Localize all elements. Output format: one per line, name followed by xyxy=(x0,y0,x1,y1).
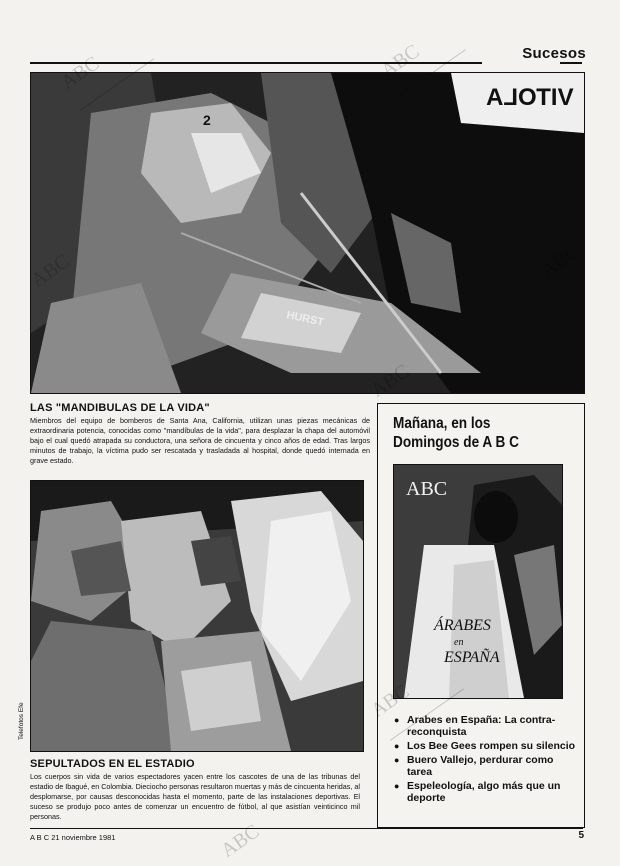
bottom-photo xyxy=(30,480,364,752)
page-number: 5 xyxy=(578,830,584,841)
car-number-text: 2 xyxy=(203,112,211,128)
promo-item: ● Buero Vallejo, perdurar como tarea xyxy=(394,754,580,778)
promo-item: ● Arabes en España: La contra-reconquista xyxy=(394,714,580,738)
footer-rule xyxy=(30,828,583,829)
car-brand-text: HURST xyxy=(285,309,325,329)
cover-title-line3: ESPAÑA xyxy=(444,649,500,666)
magazine-cover-image xyxy=(394,465,562,698)
top-story-body: Miembros del equipo de bomberos de Santa Ana, California, utilizan unas piezas mecánicas de extraordinaria potencia, conocidas como "mandíbulas de la vida", para desplazar la chapa del automóvil bajo el cual quedó atrapada su conductora, una señora de cincuenta y cinco años de edad. Tras largos minutos de trabajo, la víctima pudo ser rescatada y trasladada al hospital, donde quedó internada en grave estado. xyxy=(30,416,370,465)
top-photo xyxy=(30,72,585,394)
section-label: Sucesos xyxy=(522,45,586,62)
promo-item: ● Espeleología, algo más que un deporte xyxy=(394,780,580,804)
magazine-cover xyxy=(393,464,563,699)
top-photo-image xyxy=(31,73,584,393)
bottom-story-headline: SEPULTADOS EN EL ESTADIO xyxy=(30,758,195,770)
banner-text: VITOLA xyxy=(486,84,574,111)
cover-masthead: ABC xyxy=(406,478,448,500)
bottom-story-body: Los cuerpos sin vida de varios espectadores yacen entre los cascotes de una de las tribunas del estadio de Ibagué, en Colombia. Dieciocho personas resultaron muertas y más de cincuenta heridas, al desplomarse, por causas desconocidas hasta el momento, parte de las instalaciones deportivas. El suceso se produjo poco antes de comenzar un encuentro de fútbol, al que asistían veinticinco mil personas. xyxy=(30,772,360,821)
bottom-photo-image xyxy=(31,481,363,751)
header-rule xyxy=(30,62,482,64)
promo-list xyxy=(394,714,580,806)
promo-item: ● Los Bee Gees rompen su silencio xyxy=(394,740,580,752)
photo-credit: Telefotos Efe xyxy=(18,702,25,740)
cover-title-line1: ÁRABES xyxy=(434,617,491,634)
cover-title-line2: en xyxy=(454,637,464,648)
watermark-logo: ABC xyxy=(217,820,264,862)
promo-box xyxy=(377,403,585,828)
header-rule-right xyxy=(560,62,582,64)
top-story-headline: LAS "MANDIBULAS DE LA VIDA" xyxy=(30,402,210,414)
promo-title: Mañana, en los Domingos de A B C xyxy=(393,415,519,451)
footer-date: A B C 21 noviembre 1981 xyxy=(30,833,116,842)
watermark-logo: ABC xyxy=(377,40,424,82)
